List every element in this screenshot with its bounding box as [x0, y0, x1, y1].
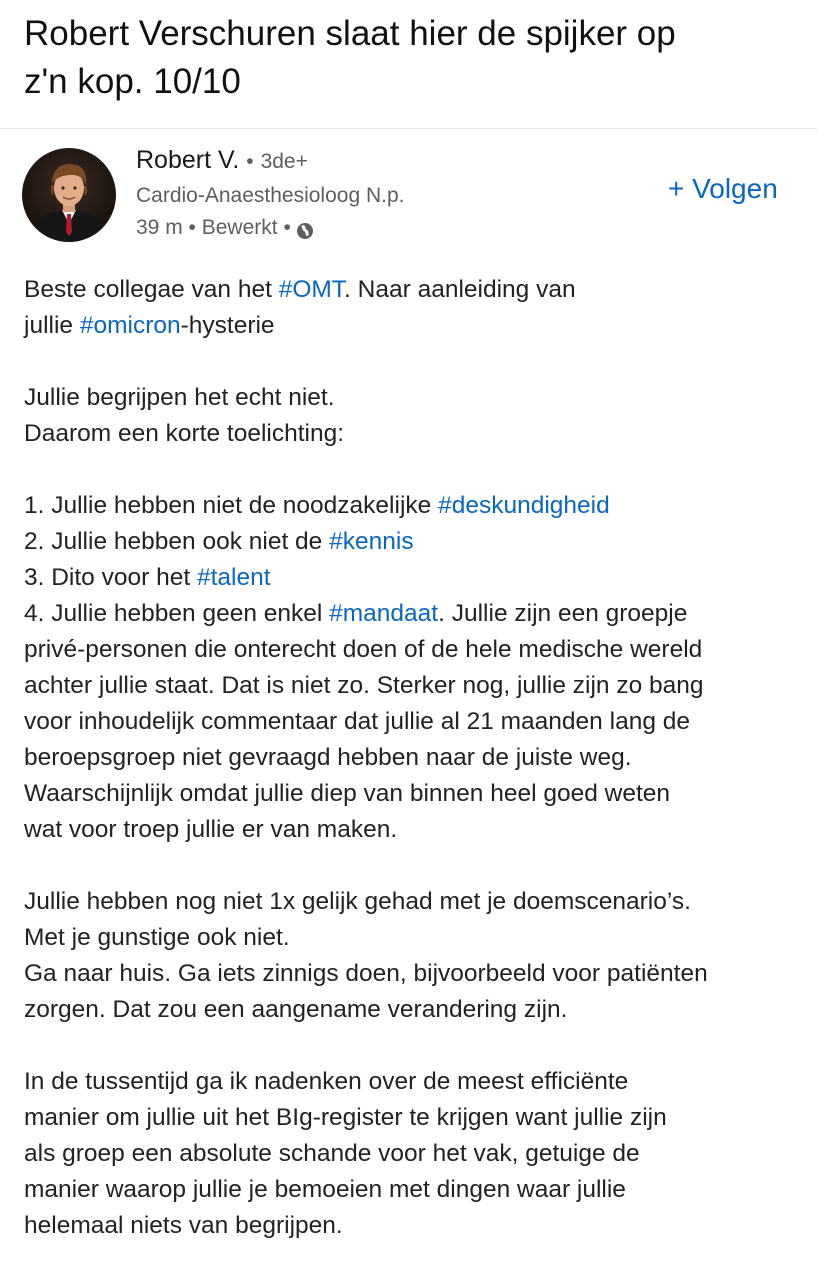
post-line: Met je gunstige ook niet.	[24, 924, 290, 951]
post-text: jullie	[24, 312, 80, 339]
post-text: 2. Jullie hebben ook niet de	[24, 528, 330, 555]
post-line: manier om jullie uit het BIg-register te krijgen want jullie zijn	[24, 1104, 667, 1131]
hashtag-link[interactable]: #deskundigheid	[438, 492, 610, 519]
post-text: 4. Jullie hebben geen enkel	[24, 600, 330, 627]
post-text: . Jullie zijn een groepje	[438, 600, 688, 627]
avatar[interactable]	[22, 148, 116, 242]
caption-line-1: Robert Verschuren slaat hier de spijker op	[24, 14, 676, 53]
edited-label: Bewerkt	[201, 216, 278, 239]
post-text: -hysterie	[180, 312, 275, 339]
post-text: 1. Jullie hebben niet de noodzakelijke	[24, 492, 439, 519]
post-line: als groep een absolute schande voor het vak, getuige de	[24, 1140, 640, 1167]
separator-dot: •	[283, 216, 291, 239]
post-line: Jullie begrijpen het echt niet.	[24, 384, 335, 411]
hashtag-link[interactable]: #talent	[196, 564, 271, 591]
post-text: 3. Dito voor het	[24, 564, 197, 591]
post-line: zorgen. Dat zou een aangename verandering zijn.	[24, 996, 568, 1023]
post-line: Daarom een korte toelichting:	[24, 420, 345, 447]
author-name-row[interactable]	[136, 143, 308, 179]
post-line: manier waarop jullie je bemoeien met dingen waar jullie	[24, 1176, 626, 1203]
post-line	[24, 308, 804, 344]
hashtag-link[interactable]: #omicron	[79, 312, 181, 339]
post-line: Waarschijnlijk omdat jullie diep van binnen heel goed weten	[24, 780, 671, 807]
post-line: Ga naar huis. Ga iets zinnigs doen, bijvoorbeeld voor patiënten	[24, 960, 708, 987]
post-line: privé-personen die onterecht doen of de hele medische wereld	[24, 636, 703, 663]
post-text: Beste collegae van het	[24, 276, 279, 303]
follow-button[interactable]: + Volgen	[668, 171, 778, 207]
separator-dot: •	[188, 216, 196, 239]
post-line: helemaal niets van begrijpen.	[24, 1212, 343, 1239]
globe-icon	[296, 219, 314, 237]
connection-degree: 3de+	[260, 150, 308, 173]
post-line: Jullie hebben nog niet 1x gelijk gehad met je doemscenario’s.	[24, 888, 691, 915]
post-line: wat voor troep jullie er van maken.	[24, 816, 398, 843]
post-body	[24, 272, 804, 1244]
author-name[interactable]: Robert V.	[136, 146, 240, 174]
hashtag-link[interactable]: #OMT	[278, 276, 345, 303]
caption-line-2: z'n kop. 10/10	[24, 62, 241, 101]
divider	[0, 128, 817, 129]
avatar-photo	[22, 148, 116, 242]
separator-dot: •	[246, 150, 254, 173]
post-meta	[136, 213, 314, 243]
post-time: 39 m	[136, 216, 183, 239]
caption	[24, 10, 794, 106]
post-text: . Naar aanleiding van	[344, 276, 576, 303]
author-title: Cardio-Anaesthesioloog N.p.	[136, 184, 405, 207]
list-item	[24, 560, 804, 596]
hashtag-link[interactable]: #mandaat	[329, 600, 439, 627]
post-line: voor inhoudelijk commentaar dat jullie al 21 maanden lang de	[24, 708, 690, 735]
post-line: achter jullie staat. Dat is niet zo. Sterker nog, jullie zijn zo bang	[24, 672, 704, 699]
list-item	[24, 488, 804, 524]
post-line	[24, 272, 804, 308]
list-item	[24, 596, 804, 632]
hashtag-link[interactable]: #kennis	[329, 528, 414, 555]
list-item	[24, 524, 804, 560]
post-line: In de tussentijd ga ik nadenken over de meest efficiënte	[24, 1068, 629, 1095]
post-line: beroepsgroep niet gevraagd hebben naar de juiste weg.	[24, 744, 632, 771]
